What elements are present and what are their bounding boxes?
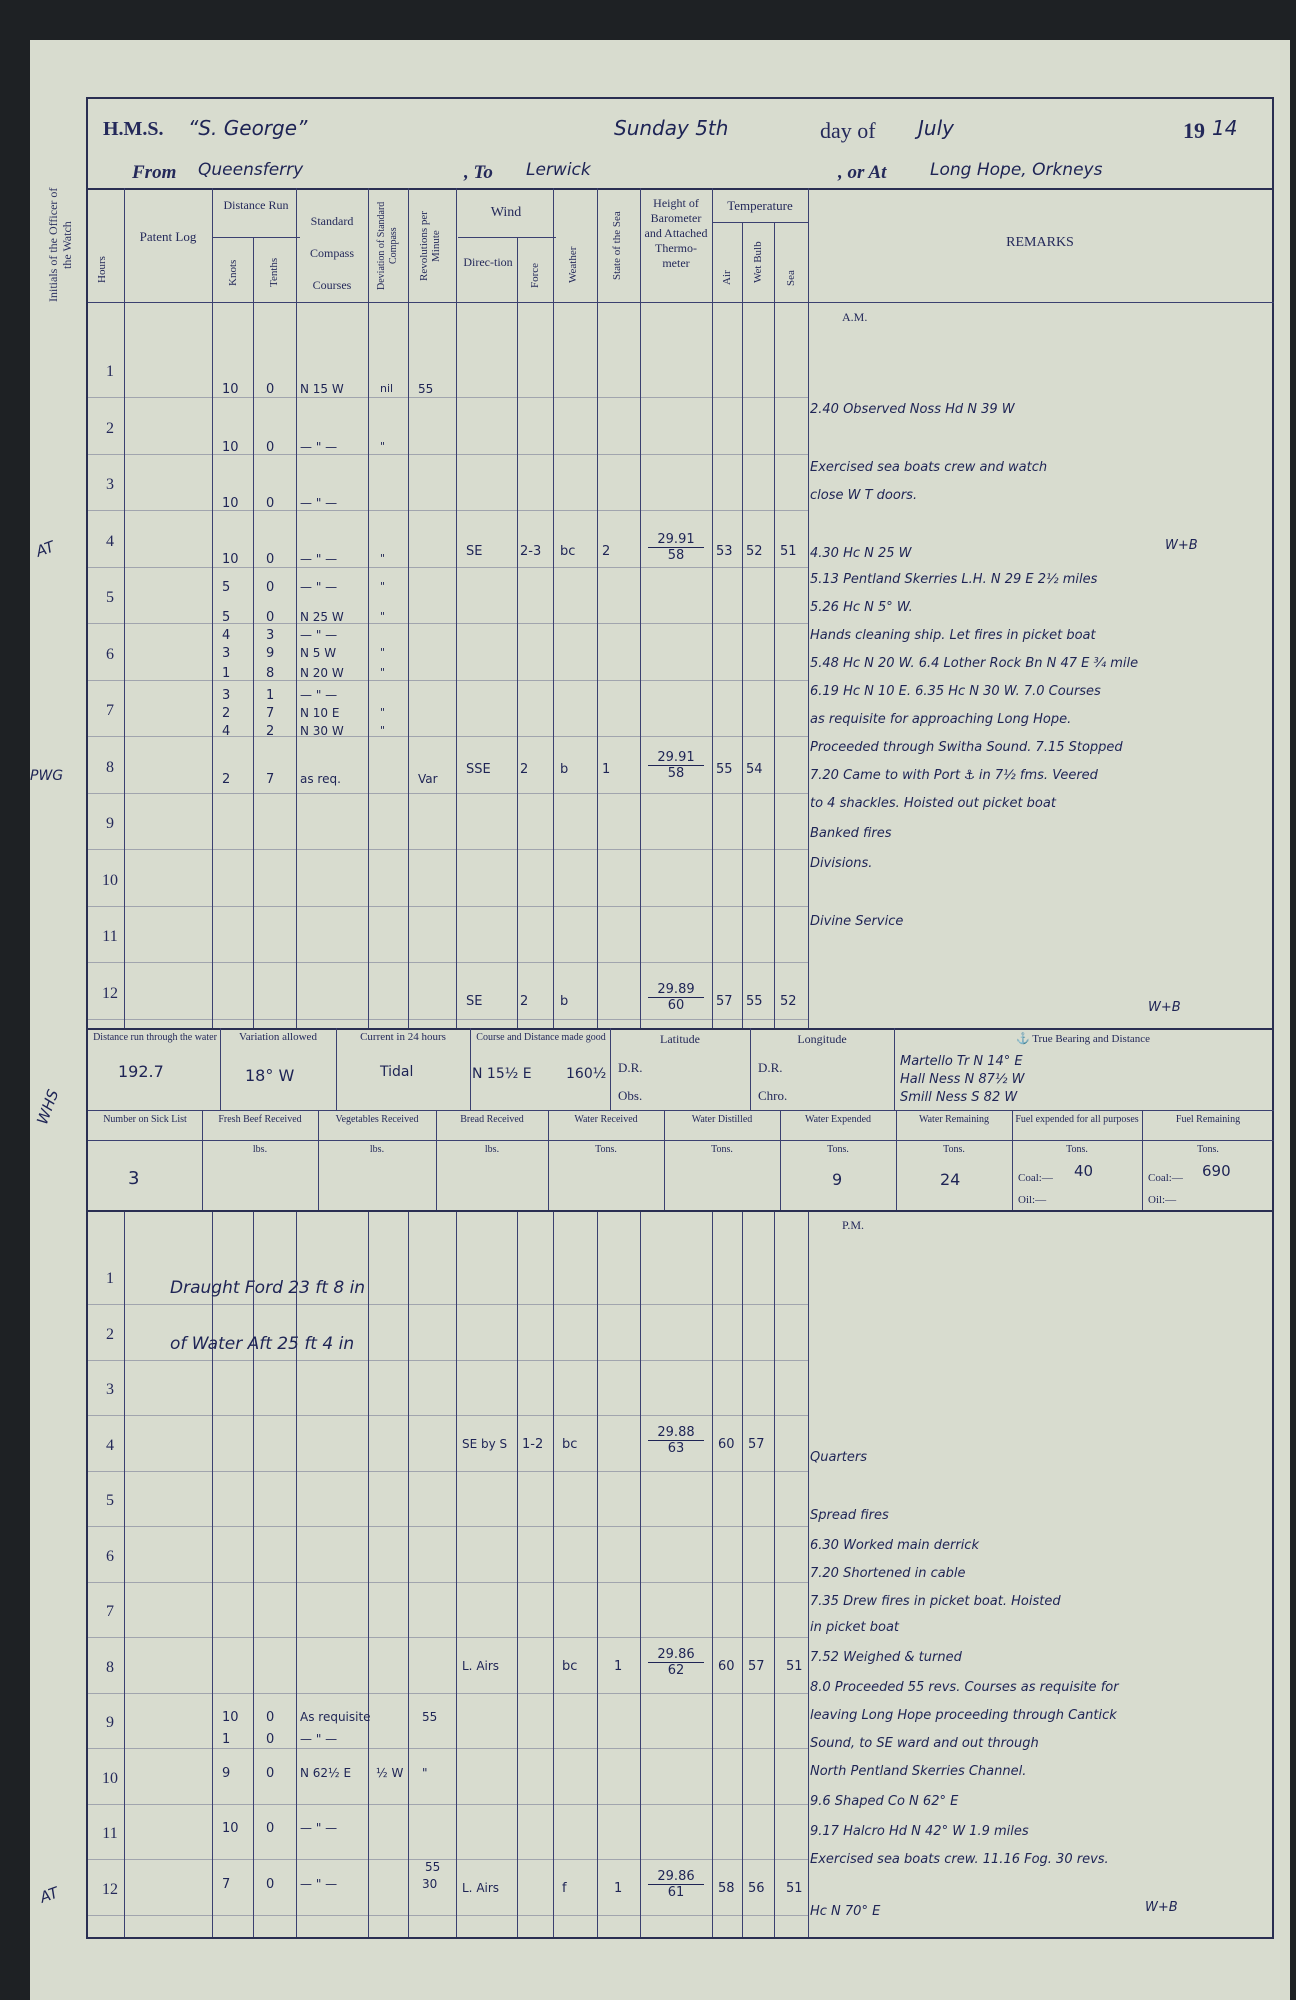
sum-variation: 18° W [245,1066,295,1085]
pm-weather: bc [562,1658,578,1674]
am-hour-rule [88,906,808,907]
am-air-temp: 55 [716,762,733,777]
pm-tenths: 0 [266,1710,275,1725]
am-course: — " — [300,440,338,454]
am-course: N 10 E [300,706,340,720]
sum2-label: Water Remaining [918,1114,989,1125]
pm-knots: 9 [222,1765,231,1781]
am-hour-rule [88,849,808,850]
sum-chro: Chro. [758,1088,788,1103]
am-remark-line: close W T doors. [810,488,918,503]
am-remark-line: 4.30 Hc N 25 W [810,546,912,561]
am-knots: 10 [222,552,239,567]
am-hour-rule [88,793,808,794]
bearing-1: Martello Tr N 14° E [900,1054,1023,1069]
pm-hour-3: 3 [106,1381,114,1398]
am-air-temp: 57 [716,994,733,1009]
pm-tenths: 0 [266,1732,275,1748]
am-hour-2: 2 [106,419,114,437]
pm-remark-line: in picket boat [810,1620,900,1635]
pm-remark-line: 7.20 Shortened in cable [810,1566,966,1581]
am-weather: b [560,762,569,777]
pm-tenths: 0 [266,1765,275,1781]
sum-course-distance: 160½ [566,1066,607,1082]
col-tenths: Tenths [268,257,280,288]
sum-distance: 192.7 [118,1062,164,1081]
sum2-unit: lbs. [369,1144,385,1155]
pm-wind-dir: SE by S [462,1436,508,1451]
water-expended: 9 [832,1170,843,1189]
pm-knots: 7 [222,1876,231,1892]
pm-wet-bulb: 57 [748,1436,765,1452]
am-hour-rule [88,736,808,737]
sum2-label: Fresh Beef Received [218,1114,302,1125]
sum2-unit: Tons. [1197,1144,1219,1155]
pm-wind-dir: L. Airs [462,1658,500,1673]
officer-initials-3: WHS [33,1087,63,1127]
officer-initials-2: PWG [30,768,64,784]
pm-barometer: $\frac{29.88}{63}$ [648,1425,704,1456]
sum2-label: Number on Sick List [103,1114,187,1125]
col-revolutions: Revolutions per Minute [418,211,442,281]
am-sea-state: 2 [602,544,611,559]
sum2-unit: Tons. [711,1144,733,1155]
pm-hour-rule [88,1748,808,1749]
officer-initials-1: AT [33,537,57,561]
distance-run-rule [212,237,300,238]
sum-distance-label: Distance run through the water [93,1032,217,1043]
pm-tenths: 0 [266,1821,275,1836]
am-revolutions: 55 [418,382,434,396]
am-wet-bulb: 54 [746,762,763,777]
from-label: From [132,162,177,183]
pm-course: As requisite [300,1710,371,1724]
am-hour-rule [88,397,808,398]
pm-remark-line: Quarters [810,1450,867,1465]
pm-hour-rule [88,1582,808,1583]
am-deviation: " [380,610,386,623]
sum-longitude-label: Longitude [797,1032,847,1046]
pm-remark-line: leaving Long Hope proceeding through Cantick [810,1708,1117,1723]
sum2-label: Fuel Remaining [1175,1114,1241,1125]
am-deviation: " [380,706,386,719]
col-remarks: REMARKS [1006,235,1074,250]
sum-current: Tidal [380,1064,414,1080]
pm-course: — " — [300,1821,338,1835]
am-remark-line: Hands cleaning ship. Let fires in picket boat [810,628,1096,643]
am-tenths: 9 [266,646,275,661]
am-remark-line: 5.26 Hc N 5° W. [810,600,913,615]
pm-rev-extra: 55 [425,1860,441,1874]
am-deviation: " [380,646,386,659]
pm-revolutions: " [422,1765,428,1780]
pm-hour-7: 7 [106,1603,114,1620]
am-hour-6: 6 [106,645,114,663]
col-barometer: Height of Barometer and Attached Thermo-meter [644,196,708,270]
col-air: Air [721,270,733,286]
col-state-of-sea: State of the Sea [611,211,623,281]
am-hour-rule [88,454,808,455]
sum2-unit: Tons. [1066,1144,1088,1155]
am-sea-temp: 52 [780,994,797,1009]
am-tenths: 3 [266,628,275,643]
pm-knots: 10 [222,1710,239,1725]
officer-initials-4: AT [37,1883,61,1907]
am-tenths: 0 [266,382,275,397]
am-wind-force: 2 [520,762,529,777]
to-label: , To [464,162,493,183]
am-hour-12: 12 [102,984,118,1002]
am-remark-line: 5.48 Hc N 20 W. 6.4 Lother Rock Bn N 47 E ¾ mile [810,656,1139,671]
pm-barometer: $\frac{29.86}{61}$ [648,1869,704,1900]
pm-sea-state: 1 [614,1658,623,1674]
am-knots: 10 [222,382,239,397]
am-knots: 1 [222,666,231,681]
am-hour-3: 3 [106,476,114,493]
sum-variation-label: Variation allowed [239,1031,317,1043]
am-bottom-rule [88,1028,1274,1030]
am-hour-11: 11 [102,928,118,945]
sum2-label: Water Expended [804,1114,872,1125]
am-label: A.M. [842,310,868,324]
sum2-unit: Tons. [827,1144,849,1155]
pm-air-temp: 60 [718,1436,735,1452]
am-tenths: 1 [266,688,275,703]
am-barometer: $\frac{29.89}{60}$ [648,982,704,1013]
summary2-header-rule [88,1140,1274,1141]
am-tenths: 8 [266,666,275,681]
pm-remark-line: 7.35 Drew fires in picket boat. Hoisted [810,1594,1061,1609]
sum2-unit: Tons. [943,1144,965,1155]
am-hour-rule [88,1019,808,1020]
sum2-label: Water Received [574,1114,638,1125]
pm-weather: bc [562,1436,578,1452]
pm-wind-force: 1-2 [522,1436,544,1452]
am-wind-dir: SE [466,544,483,559]
am-wind-dir: SE [466,994,483,1009]
am-hour-9: 9 [106,815,114,832]
am-deviation: nil [380,382,394,395]
am-remark-line: Divine Service [810,914,904,929]
sum-current-label: Current in 24 hours [360,1031,446,1043]
am-tenths: 0 [266,610,275,625]
am-hour-7: 7 [106,702,114,719]
am-tenths: 2 [266,724,275,739]
pm-hour-1: 1 [106,1270,114,1287]
am-hour-rule [88,567,808,568]
pm-hour-rule [88,1804,808,1805]
pm-hour-9: 9 [106,1714,114,1731]
sum-obs: Obs. [618,1088,643,1103]
draught-line-1: Draught Ford 23 ft 8 in [170,1278,366,1298]
am-wind-dir: SSE [466,762,491,777]
am-course: as req. [300,772,341,786]
am-wet-bulb: 55 [746,994,763,1009]
am-wind-force: 2-3 [520,544,542,559]
to-value: Lerwick [526,160,591,180]
pm-hour-rule [88,1637,808,1638]
at-label: , or At [838,162,887,183]
am-remark-line: 7.20 Came to with Port ⚓ in 7½ fms. Veered [810,768,1098,783]
pm-remark-line: 9.17 Halcro Hd N 42° W 1.9 miles [810,1824,1029,1839]
am-course: — " — [300,628,338,642]
coal-expended: 40 [1074,1162,1094,1180]
coal-label-expended: Coal:— [1018,1172,1053,1184]
am-revolutions: Var [418,772,438,786]
am-hour-1: 1 [106,363,114,380]
am-course: N 15 W [300,382,344,396]
am-sea-temp: 51 [780,544,797,559]
pm-hour-rule [88,1859,808,1860]
pm-course: — " — [300,1876,338,1891]
day-name: Sunday 5th [614,116,729,140]
water-remaining: 24 [940,1170,961,1189]
pm-sea-temp: 51 [786,1880,803,1896]
am-knots: 4 [222,628,231,643]
col-sea-temp: Sea [785,270,797,286]
pm-hour-11: 11 [102,1825,118,1842]
wind-rule [458,237,556,238]
sum2-unit: Tons. [595,1144,617,1155]
col-distance-run: Distance Run [223,198,289,212]
coal-label-remaining: Coal:— [1148,1172,1183,1184]
am-hour-10: 10 [102,871,118,889]
sum-latitude-label: Latitude [660,1032,700,1046]
am-hour-8: 8 [106,758,114,776]
day-of-label: day of [820,118,876,143]
pm-tenths: 0 [266,1876,275,1892]
summary2-bottom-rule [88,1210,1274,1212]
pm-weather: f [562,1880,567,1896]
sum-bearing-label: ⚓ True Bearing and Distance [1015,1033,1151,1045]
col-wind: Wind [490,205,522,220]
sum-course-label: Course and Distance made good [476,1032,606,1043]
pm-hour-6: 6 [106,1547,114,1565]
pm-revolutions: 30 [422,1876,438,1891]
am-tenths: 0 [266,496,275,511]
am-deviation: " [380,440,386,453]
am-remark-line: 5.13 Pentland Skerries L.H. N 29 E 2½ miles [810,572,1098,587]
pm-hour-5: 5 [106,1492,114,1509]
am-course: N 30 W [300,724,344,738]
col-knots: Knots [227,259,239,286]
pm-remark-line: 6.30 Worked main derrick [810,1538,979,1553]
pm-air-temp: 58 [718,1880,735,1896]
am-knots: 5 [222,610,231,625]
am-weather: b [560,994,569,1009]
year-prefix: 19 [1183,118,1205,143]
bearing-2: Hall Ness N 87½ W [900,1072,1025,1087]
pm-hour-rule [88,1471,808,1472]
sum-course: N 15½ E [472,1066,532,1082]
am-hour-rule [88,680,808,681]
month-value: July [918,116,954,140]
pm-knots: 10 [222,1821,239,1836]
am-hour-rule [88,510,808,511]
am-barometer: $\frac{29.91}{58}$ [648,750,704,781]
pm-wet-bulb: 56 [748,1880,765,1896]
col-standard-compass: Standard Compass Courses [309,214,354,292]
am-signoff-2: W+B [1148,1000,1181,1015]
am-course: N 5 W [300,646,337,660]
pm-remark-line: Spread fires [810,1508,889,1523]
am-remark-line: Proceeded through Switha Sound. 7.15 Stopped [810,740,1123,755]
am-hour-5: 5 [106,589,114,606]
year-suffix: 14 [1212,116,1238,140]
am-knots: 4 [222,724,231,739]
am-deviation: " [380,666,386,679]
from-value: Queensferry [198,160,304,180]
col-wind-force: Force [529,262,541,288]
sum-dr-lat: D.R. [618,1060,643,1075]
sum2-label: Bread Received [460,1114,524,1125]
am-remark-line: to 4 shackles. Hoisted out picket boat [810,796,1056,811]
am-knots: 2 [222,706,231,721]
pm-hour-rule [88,1693,808,1694]
am-knots: 2 [222,772,231,787]
am-course: — " — [300,580,338,594]
pm-remark-line: Hc N 70° E [810,1904,881,1919]
am-course: — " — [300,688,338,702]
pm-hour-rule [88,1360,808,1361]
am-signoff-1: W+B [1165,538,1198,553]
am-hour-4: 4 [106,532,114,550]
am-tenths: 0 [266,552,275,567]
coal-remaining: 690 [1202,1162,1231,1180]
pm-hour-4: 4 [106,1436,114,1454]
am-knots: 3 [222,646,231,661]
oil-label-expended: Oil:— [1018,1194,1047,1206]
col-wind-direction: Direc-tion [463,255,513,269]
pm-hour-2: 2 [106,1325,114,1343]
pm-air-temp: 60 [718,1658,735,1674]
pm-remark-line: 8.0 Proceeded 55 revs. Courses as requisite for [810,1680,1119,1695]
column-header-rule [88,302,1274,303]
am-remark-line: 6.19 Hc N 10 E. 6.35 Hc N 30 W. 7.0 Courses [810,684,1101,699]
pm-hour-rule [88,1526,808,1527]
header-rule [88,188,1274,190]
pm-course: N 62½ E [300,1765,352,1780]
am-weather: bc [560,544,576,559]
sum-dr-long: D.R. [758,1060,783,1075]
pm-sea-state: 1 [614,1880,623,1896]
hms-label: H.M.S. [103,118,164,140]
bearing-3: Smill Ness S 82 W [900,1090,1018,1105]
col-deviation: Deviation of Standard Compass [376,201,399,291]
sum2-label: Fuel expended for all purposes [1015,1114,1139,1125]
am-remark-line: Banked fires [810,826,892,841]
pm-revolutions: 55 [422,1710,438,1724]
pm-signoff: W+B [1145,1900,1178,1915]
oil-label-remaining: Oil:— [1148,1194,1177,1206]
pm-hour-8: 8 [106,1658,114,1676]
col-temperature: Temperature [727,198,793,213]
at-value: Long Hope, Orkneys [930,160,1103,180]
am-tenths: 0 [266,440,275,455]
pm-remark-line: Exercised sea boats crew. 11.16 Fog. 30 revs. [810,1852,1109,1867]
summary1-bottom-rule [88,1110,1274,1111]
am-wind-force: 2 [520,994,529,1009]
pm-hour-10: 10 [102,1769,118,1787]
am-barometer: $\frac{29.91}{58}$ [648,532,704,563]
officer-initials-label: Initials of the Officer of the Watch [46,187,74,303]
pm-wet-bulb: 57 [748,1658,765,1674]
pm-hour-rule [88,1915,808,1916]
sum2-unit: lbs. [252,1144,268,1155]
am-course: N 25 W [300,610,344,624]
sum2-unit: lbs. [484,1144,500,1155]
pm-hour-rule [88,1415,808,1416]
temperature-rule [712,222,808,223]
am-course: N 20 W [300,666,344,680]
pm-remark-line: North Pentland Skerries Channel. [810,1764,1027,1779]
sick-count: 3 [128,1168,140,1189]
pm-hour-rule [88,1304,808,1305]
am-deviation: " [380,552,386,565]
am-tenths: 7 [266,772,275,787]
ship-name: “S. George” [188,116,308,140]
am-tenths: 7 [266,706,275,721]
am-remark-line: as requisite for approaching Long Hope. [810,712,1072,727]
pm-wind-dir: L. Airs [462,1880,500,1895]
pm-label: P.M. [842,1218,865,1232]
col-hours: Hours [96,256,108,284]
am-wet-bulb: 52 [746,544,763,559]
pm-course: — " — [300,1732,338,1747]
am-course: — " — [300,496,338,510]
am-remark-line: Exercised sea boats crew and watch [810,460,1048,475]
pm-knots: 1 [222,1732,231,1748]
am-remark-line: 2.40 Observed Noss Hd N 39 W [810,402,1015,417]
am-tenths: 0 [266,580,275,595]
pm-sea-temp: 51 [786,1658,803,1674]
am-knots: 3 [222,688,231,703]
col-wet-bulb: Wet Bulb [752,241,764,283]
pm-remark-line: 9.6 Shaped Co N 62° E [810,1794,959,1809]
sum2-label: Water Distilled [691,1114,753,1125]
pm-deviation: ½ W [376,1765,404,1780]
am-sea-state: 1 [602,762,611,777]
pm-remark-line: Sound, to SE ward and out through [810,1736,1039,1751]
am-knots: 10 [222,496,239,511]
am-hour-rule [88,623,808,624]
pm-hour-12: 12 [102,1880,118,1898]
sum2-label: Vegetables Received [335,1114,419,1125]
am-air-temp: 53 [716,544,733,559]
col-patent-log: Patent Log [139,229,197,244]
am-deviation: " [380,724,386,737]
draught-line-2: of Water Aft 25 ft 4 in [170,1334,355,1354]
am-knots: 5 [222,580,231,595]
am-remark-line: Divisions. [810,856,873,871]
am-hour-rule [88,962,808,963]
am-knots: 10 [222,440,239,455]
pm-barometer: $\frac{29.86}{62}$ [648,1647,704,1678]
am-course: — " — [300,552,338,566]
pm-remark-line: 7.52 Weighed & turned [810,1650,962,1665]
col-weather: Weather [567,246,579,284]
am-deviation: " [380,580,386,593]
